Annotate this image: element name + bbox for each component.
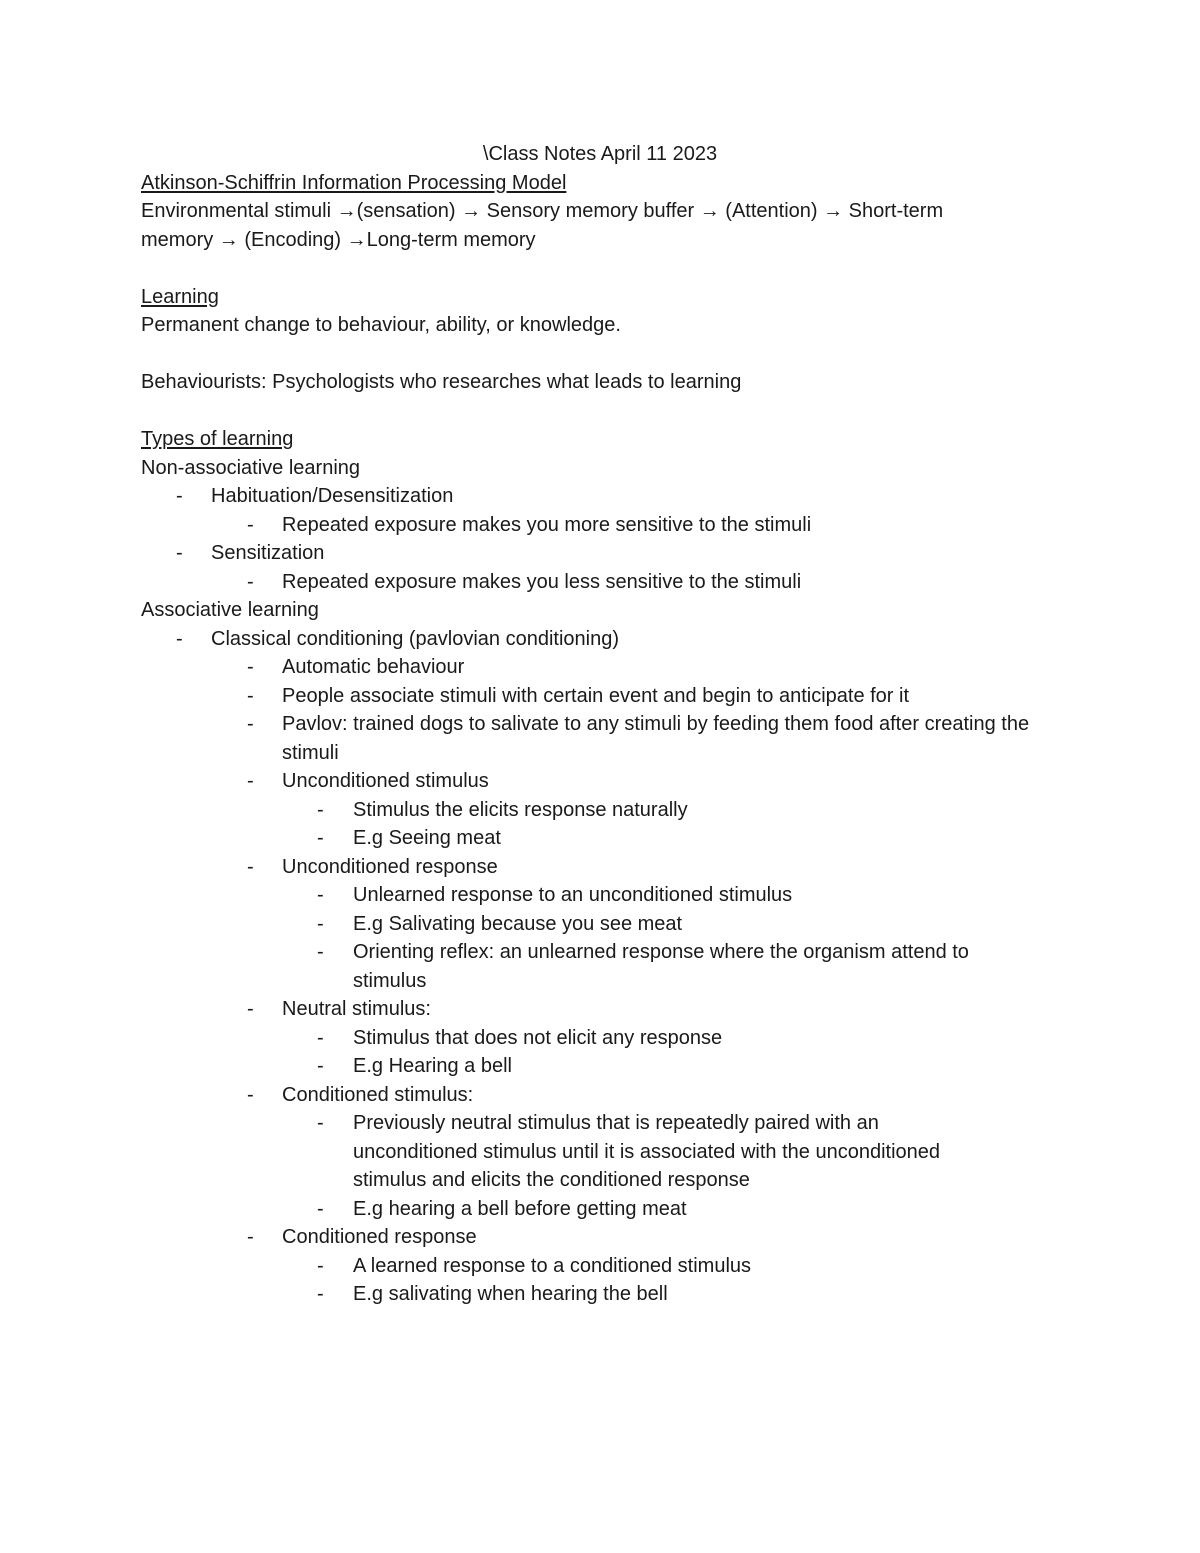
list-item [141, 1081, 1071, 1110]
list-item-text: E.g hearing a bell before getting meat [353, 1197, 687, 1220]
list-item-text: Unconditioned stimulus [282, 770, 489, 792]
list-item [141, 881, 1071, 910]
model-flow-line-1: Environmental stimuli →(sensation) → Sensory memory buffer → (Attention) → Short-term [141, 200, 944, 222]
bullet-dash: - [317, 912, 324, 935]
list-item [141, 1052, 1071, 1081]
behaviourists-text: Behaviourists: Psychologists who researches what leads to learning [141, 371, 742, 393]
list-item [141, 539, 1071, 568]
list-item-text: Neutral stimulus: [282, 998, 431, 1020]
bullet-dash: - [247, 998, 254, 1020]
list-item [141, 1024, 1071, 1053]
associative-label: Associative learning [141, 599, 319, 621]
list-item-text: Unconditioned response [282, 855, 498, 878]
bullet-dash: - [317, 1112, 324, 1134]
bullet-dash: - [247, 513, 254, 536]
list-item [141, 653, 1071, 682]
list-item [141, 938, 1043, 995]
list-item-text: Unlearned response to an unconditioned stimulus [353, 884, 793, 906]
list-item [141, 853, 1071, 882]
bullet-dash: - [317, 941, 324, 963]
list-item [141, 1280, 1071, 1309]
list-item [141, 796, 1071, 825]
bullet-dash: - [247, 570, 254, 593]
list-item [141, 995, 1071, 1024]
bullet-dash: - [317, 1026, 324, 1049]
bullet-dash: - [176, 485, 183, 507]
list-item-text: Classical conditioning (pavlovian conditioning) [211, 627, 620, 650]
page-title: \Class Notes April 11 2023 [482, 143, 718, 165]
list-item [141, 710, 1062, 767]
bullet-dash: - [176, 627, 183, 650]
list-item [141, 910, 1071, 939]
spacer [141, 397, 1071, 426]
bullet-dash: - [317, 1197, 324, 1220]
list-item [141, 1109, 1003, 1195]
bullet-dash: - [247, 770, 254, 792]
list-item [141, 1195, 1071, 1224]
list-item [141, 1223, 1071, 1252]
types-heading: Types of learning [141, 428, 294, 450]
list-item [141, 511, 1071, 540]
bullet-dash: - [317, 1254, 324, 1277]
bullet-dash: - [176, 542, 183, 564]
list-item-text: Repeated exposure makes you less sensitive to the stimuli [282, 570, 802, 593]
non-associative-label: Non-associative learning [141, 456, 361, 479]
list-item-text: People associate stimuli with certain event and begin to anticipate for it [282, 684, 910, 707]
spacer [141, 340, 1071, 369]
bullet-dash: - [247, 1226, 254, 1248]
list-item [141, 482, 1071, 511]
bullet-dash: - [247, 1083, 254, 1106]
bullet-dash: - [247, 713, 254, 735]
list-item [141, 824, 1071, 853]
bullet-dash: - [317, 827, 324, 849]
learning-definition: Permanent change to behaviour, ability, or knowledge. [141, 314, 621, 336]
learning-heading: Learning [141, 285, 219, 308]
list-item [141, 1252, 1071, 1281]
list-item-text: Repeated exposure makes you more sensitive to the stimuli [282, 513, 812, 536]
list-item-text: A learned response to a conditioned stimulus [353, 1254, 752, 1277]
list-item-text: Orienting reflex: an unlearned response where the organism attend to stimulus [353, 941, 969, 992]
list-item-text: Sensitization [211, 542, 325, 564]
list-item-text: E.g salivating when hearing the bell [353, 1283, 668, 1305]
list-item-text: Stimulus the elicits response naturally [353, 798, 688, 821]
bullet-dash: - [317, 884, 324, 906]
list-item-text: Automatic behaviour [282, 656, 465, 678]
document-page [141, 140, 1071, 1309]
model-heading: Atkinson-Schiffrin Information Processing Model [141, 171, 567, 194]
list-item-text: Conditioned stimulus: [282, 1083, 474, 1106]
list-item-text: E.g Seeing meat [353, 827, 501, 849]
list-item-text: Stimulus that does not elicit any response [353, 1026, 723, 1049]
list-item [141, 767, 1071, 796]
bullet-dash: - [247, 855, 254, 878]
bullet-dash: - [247, 656, 254, 678]
list-item [141, 682, 1071, 711]
model-flow-line-2: memory → (Encoding) →Long-term memory [141, 228, 536, 251]
list-item-text: Conditioned response [282, 1226, 477, 1248]
list-item-text: E.g Hearing a bell [353, 1055, 512, 1077]
spacer [141, 254, 1071, 283]
list-item [141, 568, 1071, 597]
bullet-dash: - [317, 1055, 324, 1077]
list-item-text: E.g Salivating because you see meat [353, 912, 683, 935]
bullet-dash: - [317, 1283, 324, 1305]
list-item-text: Previously neutral stimulus that is repeatedly paired with an unconditioned stimulus until it is associated with the unconditioned stimulus and elicits the conditioned response [353, 1112, 941, 1191]
bullet-dash: - [247, 684, 254, 707]
list-item-text: Pavlov: trained dogs to salivate to any stimuli by feeding them food after creating the stimuli [282, 713, 1030, 764]
list-item-text: Habituation/Desensitization [211, 485, 454, 507]
bullet-dash: - [317, 798, 324, 821]
list-item [141, 625, 1071, 654]
